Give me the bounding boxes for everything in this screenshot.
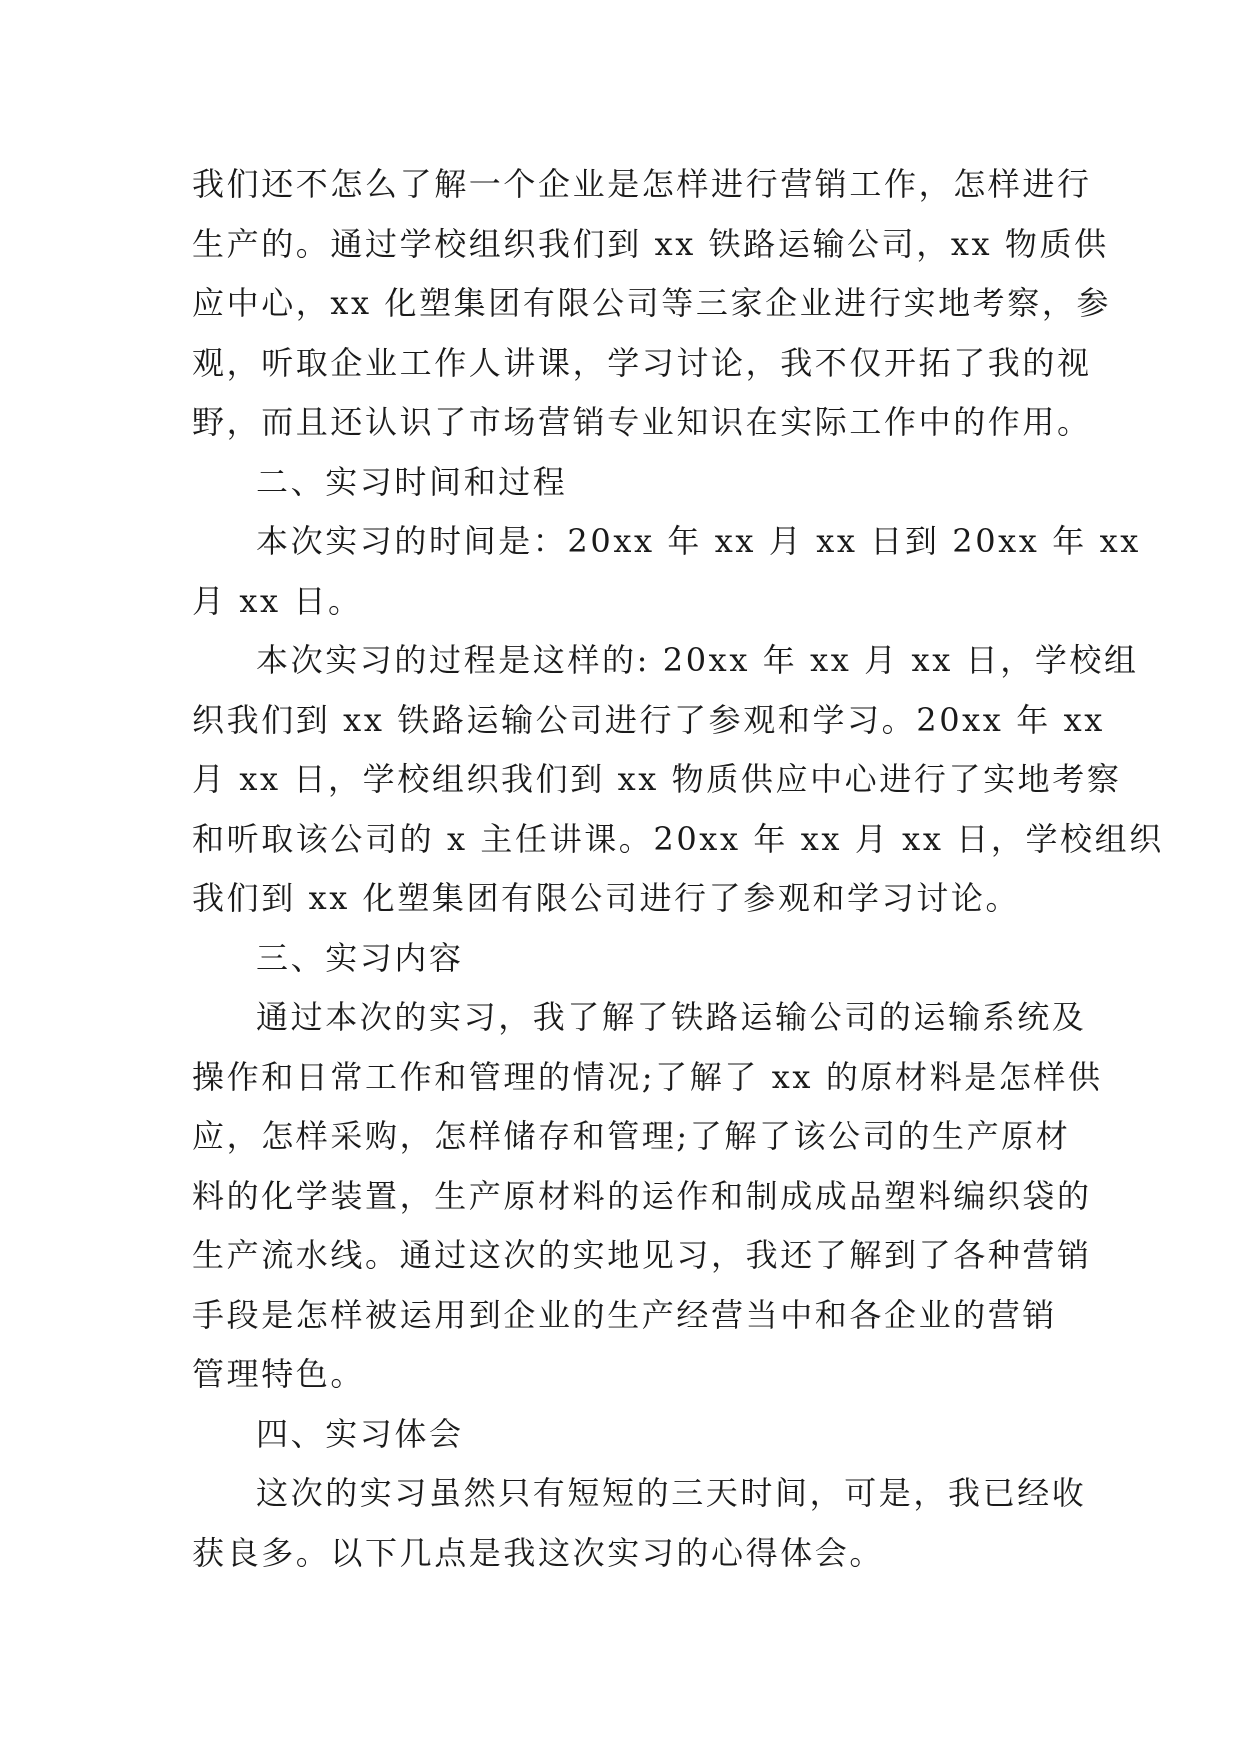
text-line: 操作和日常工作和管理的情况;了解了 xx 的原材料是怎样供 xyxy=(192,1057,1103,1096)
document-body xyxy=(192,155,1164,1583)
text-line: 应，怎样采购，怎样储存和管理;了解了该公司的生产原材 xyxy=(192,1117,1071,1155)
section-heading: 二、实习时间和过程 xyxy=(256,462,568,501)
text-line: 和听取该公司的 x 主任讲课。20xx 年 xx 月 xx 日，学校组织 xyxy=(192,819,1164,858)
text-line: 应中心，xx 化塑集团有限公司等三家企业进行实地考察，参 xyxy=(192,284,1112,322)
text-line: 料的化学装置，生产原材料的运作和制成成品塑料编织袋的 xyxy=(192,1176,1092,1215)
text-line: 我们到 xx 化塑集团有限公司进行了参观和学习讨论。 xyxy=(192,879,1021,917)
text-line: 本次实习的过程是这样的: 20xx 年 xx 月 xx 日，学校组 xyxy=(256,641,1139,679)
text-line: 我们还不怎么了解一个企业是怎样进行营销工作，怎样进行 xyxy=(192,165,1092,203)
text-line: 月 xx 日。 xyxy=(192,581,363,620)
text-line: 野，而且还认识了市场营销专业知识在实际工作中的作用。 xyxy=(192,403,1092,441)
text-line: 生产流水线。通过这次的实地见习，我还了解到了各种营销 xyxy=(192,1236,1092,1274)
text-line: 这次的实习虽然只有短短的三天时间，可是，我已经收 xyxy=(256,1474,1087,1512)
text-line: 通过本次的实习，我了解了铁路运输公司的运输系统及 xyxy=(256,998,1087,1036)
text-line: 观，听取企业工作人讲课，学习讨论，我不仅开拓了我的视 xyxy=(192,343,1092,382)
text-line: 手段是怎样被运用到企业的生产经营当中和各企业的营销 xyxy=(192,1295,1058,1334)
text-line: 获良多。以下几点是我这次实习的心得体会。 xyxy=(192,1533,885,1572)
text-line: 织我们到 xx 铁路运输公司进行了参观和学习。20xx 年 xx xyxy=(192,700,1105,739)
text-line: 月 xx 日，学校组织我们到 xx 物质供应中心进行了实地考察 xyxy=(192,760,1122,798)
section-heading: 四、实习体会 xyxy=(256,1414,464,1453)
text-line: 管理特色。 xyxy=(192,1355,366,1393)
text-line: 生产的。通过学校组织我们到 xx 铁路运输公司，xx 物质供 xyxy=(192,224,1109,263)
text-line: 本次实习的时间是：20xx 年 xx 月 xx 日到 20xx 年 xx xyxy=(256,522,1141,560)
section-heading: 三、实习内容 xyxy=(256,938,464,977)
